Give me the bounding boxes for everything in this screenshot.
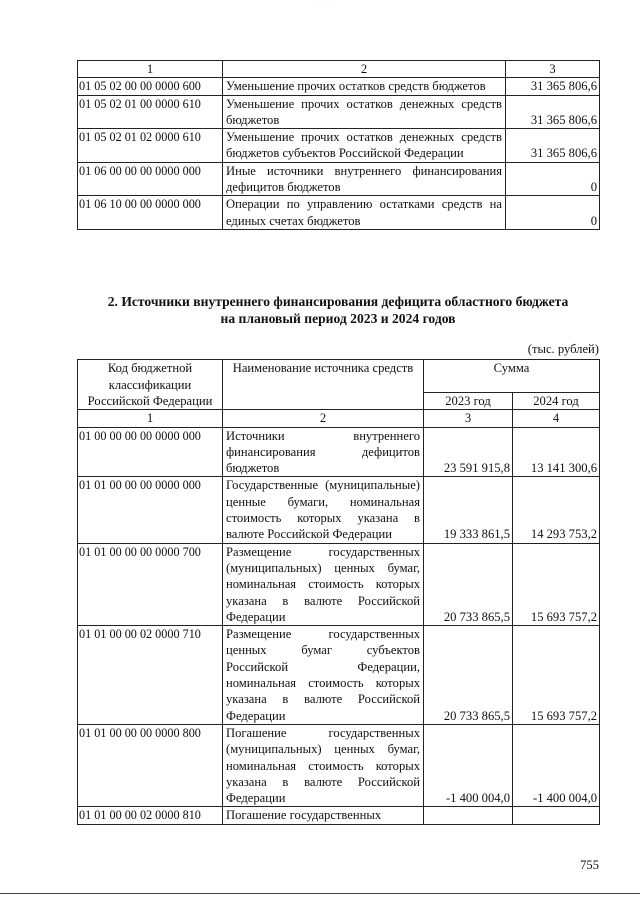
source-name: Иные источники внутреннего финансирования дефицитов бюджетов bbox=[223, 162, 506, 196]
amount-2023: 23 591 915,8 bbox=[424, 427, 513, 477]
section-title bbox=[77, 294, 599, 327]
section-title-line1: 2. Источники внутреннего финансирования дефицита областного бюджета bbox=[107, 294, 569, 309]
sources-table-part1 bbox=[77, 60, 600, 230]
budget-code: 01 01 00 00 00 0000 800 bbox=[78, 724, 223, 806]
source-name: Размещение государственных (муниципальных) ценных бумаг, номинальная стоимость которых указана в валюте Российской Федерации bbox=[223, 543, 424, 625]
unit-label: (тыс. рублей) bbox=[527, 342, 599, 356]
table-row bbox=[78, 95, 600, 129]
table-row bbox=[78, 724, 600, 806]
amount: 31 365 806,6 bbox=[506, 78, 600, 95]
budget-code: 01 06 00 00 00 0000 000 bbox=[78, 162, 223, 196]
source-name: Государственные (муниципальные) ценные бумаги, номинальная стоимость которых указана в валюте Российской Федерации bbox=[223, 477, 424, 543]
amount-2024: 14 293 753,2 bbox=[513, 477, 600, 543]
page-number: 755 bbox=[580, 858, 599, 872]
amount-2024: -1 400 004,0 bbox=[513, 724, 600, 806]
amount: 0 bbox=[506, 196, 600, 230]
header-code: Код бюджетной классификации Российской Федерации bbox=[78, 360, 223, 410]
budget-code: 01 05 02 00 00 0000 600 bbox=[78, 78, 223, 95]
source-name: Погашение государственных bbox=[223, 807, 424, 824]
table-row bbox=[78, 78, 600, 95]
table-colnum-row bbox=[78, 410, 600, 427]
amount-2024: 13 141 300,6 bbox=[513, 427, 600, 477]
column-number: 4 bbox=[513, 410, 600, 427]
amount-2024 bbox=[513, 807, 600, 824]
table-row bbox=[78, 626, 600, 725]
budget-code: 01 01 00 00 00 0000 700 bbox=[78, 543, 223, 625]
header-name: Наименование источника средств bbox=[223, 360, 424, 410]
amount-2023: 20 733 865,5 bbox=[424, 626, 513, 725]
table-row bbox=[78, 162, 600, 196]
table-row bbox=[78, 477, 600, 543]
column-number: 3 bbox=[424, 410, 513, 427]
column-number: 1 bbox=[78, 410, 223, 427]
amount-2023: -1 400 004,0 bbox=[424, 724, 513, 806]
amount-2023 bbox=[424, 807, 513, 824]
page-edge-line bbox=[0, 893, 640, 894]
table-row bbox=[78, 196, 600, 230]
budget-code: 01 00 00 00 00 0000 000 bbox=[78, 427, 223, 477]
amount-2024: 15 693 757,2 bbox=[513, 543, 600, 625]
section-title-line2: на плановый период 2023 и 2024 годов bbox=[220, 310, 456, 326]
sources-table-planned bbox=[77, 359, 600, 825]
column-number: 1 bbox=[78, 61, 223, 78]
budget-code: 01 06 10 00 00 0000 000 bbox=[78, 196, 223, 230]
amount-2024: 15 693 757,2 bbox=[513, 626, 600, 725]
amount-2023: 19 333 861,5 bbox=[424, 477, 513, 543]
scan-mark: · · · bbox=[315, 3, 334, 9]
budget-code: 01 05 02 01 02 0000 610 bbox=[78, 129, 223, 163]
budget-code: 01 05 02 01 00 0000 610 bbox=[78, 95, 223, 129]
table-row bbox=[78, 427, 600, 477]
header-sum: Сумма bbox=[424, 360, 600, 393]
amount: 31 365 806,6 bbox=[506, 95, 600, 129]
table-header-row bbox=[78, 360, 600, 393]
table-row bbox=[78, 543, 600, 625]
source-name: Источники внутреннего финансирования дефицитов бюджетов bbox=[223, 427, 424, 477]
header-year-2023: 2023 год bbox=[424, 393, 513, 410]
header-year-2024: 2024 год bbox=[513, 393, 600, 410]
column-number: 2 bbox=[223, 410, 424, 427]
source-name: Уменьшение прочих остатков средств бюджетов bbox=[223, 78, 506, 95]
amount-2023: 20 733 865,5 bbox=[424, 543, 513, 625]
budget-code: 01 01 00 00 02 0000 810 bbox=[78, 807, 223, 824]
source-name: Уменьшение прочих остатков денежных средств бюджетов субъектов Российской Федерации bbox=[223, 129, 506, 163]
source-name: Погашение государственных (муниципальных) ценных бумаг, номинальная стоимость которых указана в валюте Российской Федерации bbox=[223, 724, 424, 806]
budget-code: 01 01 00 00 00 0000 000 bbox=[78, 477, 223, 543]
amount: 0 bbox=[506, 162, 600, 196]
column-number: 3 bbox=[506, 61, 600, 78]
table-header-row bbox=[78, 61, 600, 78]
table-row bbox=[78, 129, 600, 163]
amount: 31 365 806,6 bbox=[506, 129, 600, 163]
source-name: Размещение государственных ценных бумаг субъектов Российской Федерации, номинальная стоимость которых указана в валюте Российской Федерации bbox=[223, 626, 424, 725]
table-row bbox=[78, 807, 600, 824]
source-name: Операции по управлению остатками средств на единых счетах бюджетов bbox=[223, 196, 506, 230]
source-name: Уменьшение прочих остатков денежных средств бюджетов bbox=[223, 95, 506, 129]
column-number: 2 bbox=[223, 61, 506, 78]
budget-code: 01 01 00 00 02 0000 710 bbox=[78, 626, 223, 725]
